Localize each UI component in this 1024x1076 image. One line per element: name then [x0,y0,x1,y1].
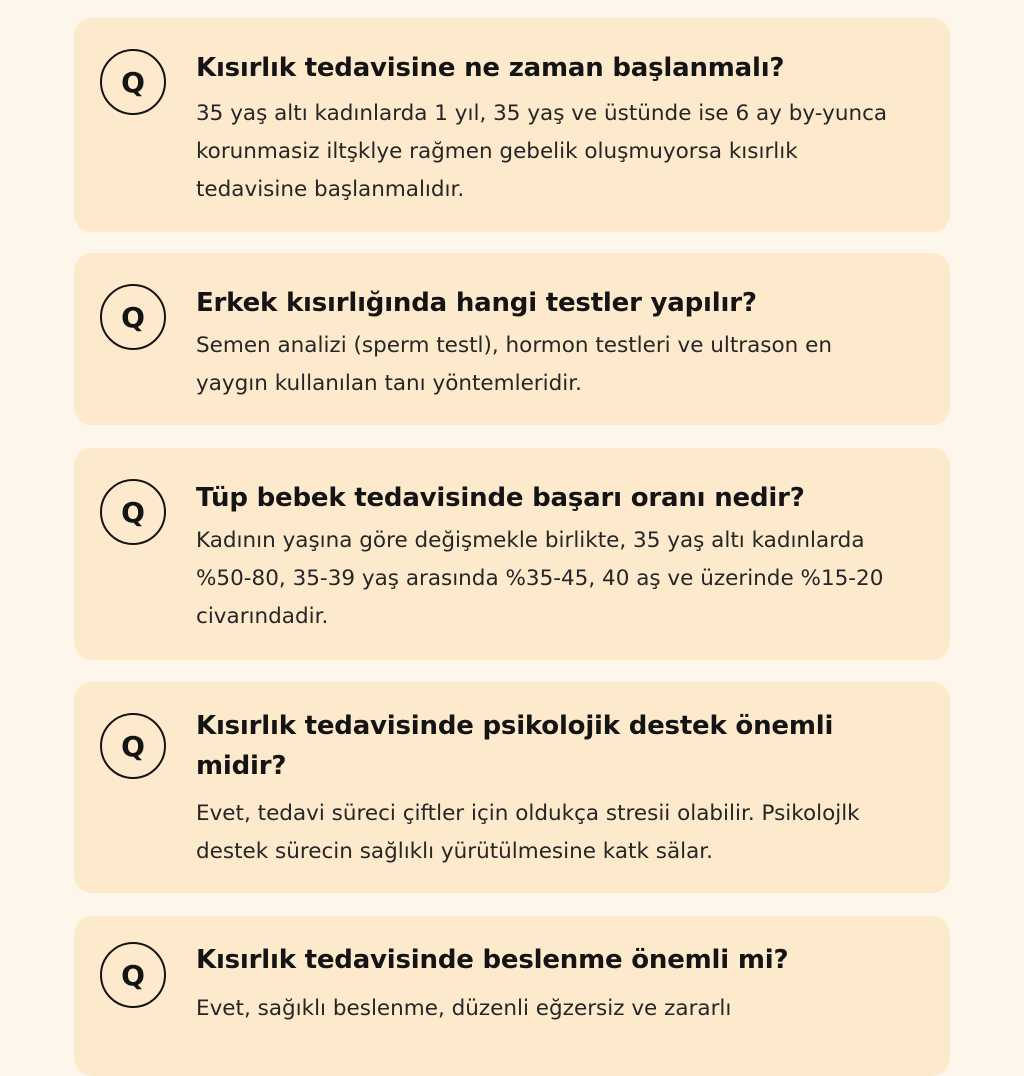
faq-question: Kısırlık tedavisine ne zaman başlanmalı? [196,53,785,83]
faq-answer: Kadının yaşına göre değişmekle birlikte, 35 yaş altı kadınlarda %50-80, 35-39 yaş arasında %35-45, 40 aş ve üzerinde %15-20 civarındadir. [196,528,884,629]
faq-card[interactable] [74,18,950,232]
question-badge-icon: Q [100,942,166,1008]
faq-card[interactable] [74,253,950,425]
question-badge-icon: Q [100,479,166,545]
faq-answer: 35 yaş altı kadınlarda 1 yıl, 35 yaş ve üstünde ise 6 ay by-yunca korunmasiz iltşklye rağmen gebelik oluşmuyorsa kısırlık tedavisine başlanmalıdır. [196,101,888,202]
faq-question: Erkek kısırlığında hangi testler yapılır? [196,288,757,318]
faq-answer: Evet, tedavi süreci çiftler için oldukça stresii olabilir. Psikolojlk destek sürecin sağlıklı yürütülmesine katk sälar. [196,801,860,864]
faq-question: Tüp bebek tedavisinde başarı oranı nedir? [196,483,805,513]
faq-card[interactable] [74,448,950,660]
faq-answer: Evet, sağıklı beslenme, düzenli eğzersiz ve zararlı [196,996,732,1021]
faq-answer: Semen analizi (sperm testl), hormon testleri ve ultrason en yaygın kullanılan tanı yöntemleridir. [196,333,832,396]
faq-question: Kısırlık tedavisinde beslenme önemli mi? [196,945,789,975]
faq-question: Kısırlık tedavisinde psikolojik destek önemli midir? [196,711,834,781]
question-badge-icon: Q [100,713,166,779]
faq-card[interactable] [74,916,950,1076]
question-badge-icon: Q [100,284,166,350]
question-badge-icon: Q [100,49,166,115]
faq-card[interactable] [74,682,950,893]
